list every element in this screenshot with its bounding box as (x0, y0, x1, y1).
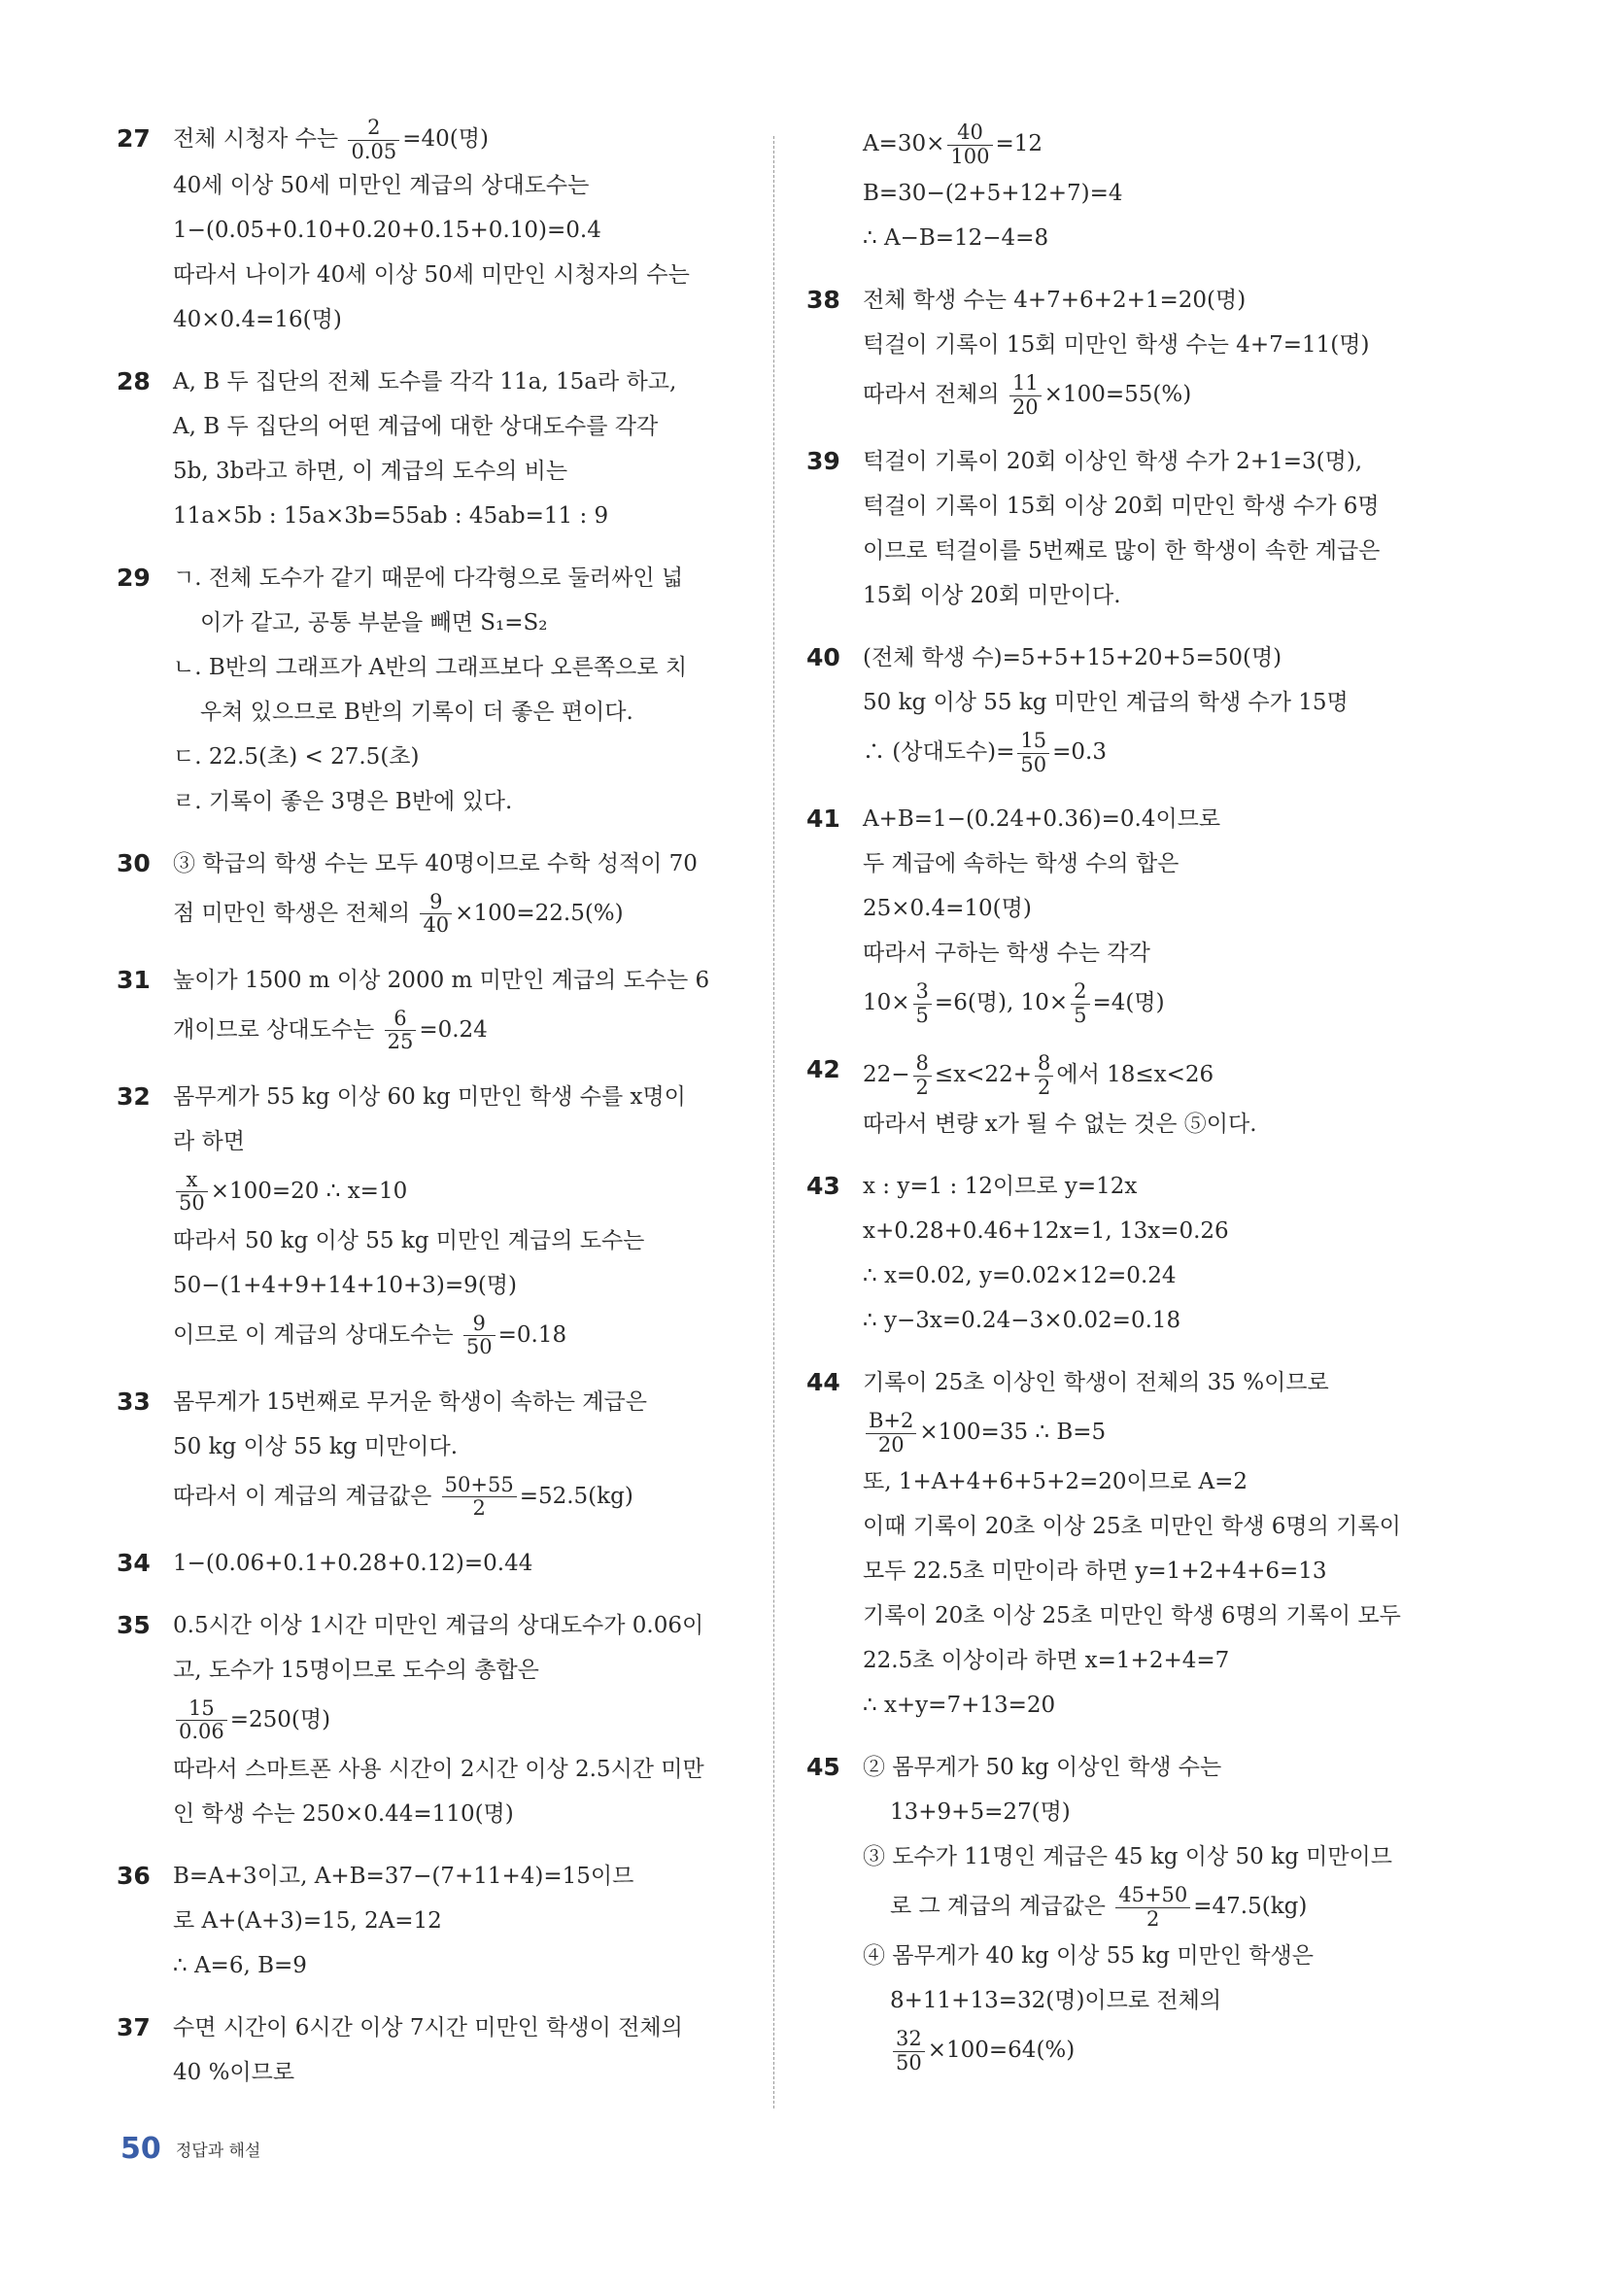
solution-line: 모두 22.5초 미만이라 하면 y=1+2+4+6=13 (863, 1559, 1327, 1584)
text: 따라서 전체의 (863, 382, 1007, 407)
denominator: 2 (1146, 1906, 1160, 1931)
solution-line: ㄴ. B반의 그래프가 A반의 그래프보다 오른쪽으로 치 (173, 654, 688, 680)
solution-line: 인 학생 수는 250×0.44=110(명) (173, 1800, 514, 1827)
fraction (420, 891, 452, 937)
problem-number: 34 (117, 1548, 151, 1577)
text: =0.24 (419, 1016, 488, 1043)
solution-line (863, 2023, 1428, 2077)
solution-line (863, 725, 1428, 779)
solution-line: ∴ A=6, B=9 (173, 1952, 307, 1978)
solution-line: 13+9+5=27(명) (890, 1799, 1071, 1825)
text: =40(명) (402, 126, 489, 152)
solution-line: 40 %이므로 (173, 2059, 295, 2085)
problem-number: 27 (117, 124, 151, 153)
denominator: 20 (1011, 394, 1039, 419)
problem-44 (806, 1360, 1428, 1728)
denominator: 50 (465, 1335, 493, 1359)
page-number: 50 (120, 2132, 161, 2166)
denominator: 40 (423, 913, 450, 938)
problem-30 (117, 841, 738, 941)
numerator: 2 (1071, 980, 1089, 1004)
solution-line: ∴ x+y=7+13=20 (863, 1693, 1056, 1718)
solution-line: 따라서 스마트폰 사용 시간이 2시간 이상 2.5시간 미만 (173, 1756, 704, 1782)
problem-29 (117, 556, 738, 824)
fraction (1115, 1884, 1190, 1930)
solution-line (863, 117, 1428, 171)
problem-35 (117, 1603, 738, 1836)
problem-number: 43 (806, 1172, 840, 1200)
text: =0.18 (497, 1321, 567, 1348)
solution-line: 40×0.4=16(명) (173, 306, 342, 332)
denominator: 0.05 (351, 139, 397, 163)
problem-36 (117, 1854, 738, 1988)
numerator: 50+55 (442, 1474, 517, 1497)
text: 로 그 계급의 계급값은 (890, 1894, 1113, 1919)
fraction (442, 1474, 517, 1520)
solution-line: x : y=1 : 12이므로 y=12x (863, 1174, 1138, 1199)
solution-line: 또, 1+A+4+6+5+2=20이므로 A=2 (863, 1469, 1248, 1494)
solution-line: 따라서 변량 x가 될 수 없는 것은 ⑤이다. (863, 1112, 1257, 1137)
solution-line (863, 1047, 1428, 1102)
solution-line: 두 계급에 속하는 학생 수의 합은 (863, 851, 1180, 876)
fraction (1017, 730, 1049, 775)
solution-line: 기록이 20초 이상 25초 미만인 학생 6명의 기록이 모두 (863, 1603, 1401, 1628)
text: =4(명) (1092, 990, 1165, 1015)
denominator: 5 (915, 1003, 929, 1027)
text: ×100=22.5(%) (455, 900, 624, 926)
numerator: 6 (385, 1008, 417, 1031)
text: 점 미만인 학생은 전체의 (173, 900, 418, 926)
solution-line: 50−(1+4+9+14+10+3)=9(명) (173, 1272, 517, 1298)
numerator: B+2 (866, 1410, 916, 1433)
problem-37 (117, 2005, 738, 2095)
solution-line: (전체 학생 수)=5+5+15+20+5=50(명) (863, 645, 1282, 670)
solution-line (173, 1308, 738, 1362)
fraction (913, 1052, 932, 1098)
solution-line: 5b, 3b라고 하면, 이 계급의 도수의 비는 (173, 458, 568, 484)
fraction (348, 117, 399, 162)
solution-line: A+B=1−(0.24+0.36)=0.4이므로 (863, 806, 1221, 832)
solution-line: ㄹ. 기록이 좋은 3명은 B반에 있다. (173, 788, 513, 814)
numerator: 8 (913, 1052, 932, 1076)
fraction (947, 121, 992, 167)
text: =6(명), 10× (934, 990, 1069, 1015)
solution-line: 따라서 나이가 40세 이상 50세 미만인 시청자의 수는 (173, 261, 690, 288)
solution-line: 50 kg 이상 55 kg 미만이다. (173, 1433, 459, 1459)
text: ×100=64(%) (927, 2038, 1076, 2063)
denominator: 50 (179, 1191, 205, 1216)
text: 10× (863, 990, 910, 1015)
problem-number: 31 (117, 965, 151, 994)
solution-line (863, 976, 1428, 1030)
solution-line: 따라서 50 kg 이상 55 kg 미만인 계급의 도수는 (173, 1227, 645, 1253)
fraction (1071, 980, 1089, 1026)
solution-line (863, 1405, 1428, 1459)
solution-line: 22.5초 이상이라 하면 x=1+2+4=7 (863, 1648, 1230, 1673)
solution-line: 50 kg 이상 55 kg 미만인 계급의 학생 수가 15명 (863, 690, 1349, 715)
text: =250(명) (229, 1706, 331, 1732)
problem-number: 35 (117, 1610, 151, 1639)
problem-27 (117, 117, 738, 342)
solution-line (173, 117, 738, 163)
problem-number: 30 (117, 848, 151, 877)
numerator: 2 (348, 117, 399, 140)
right-column (806, 117, 1428, 2095)
denominator: 50 (896, 2050, 922, 2074)
text: 따라서 이 계급의 계급값은 (173, 1483, 439, 1509)
solution-line: 25×0.4=10(명) (863, 896, 1032, 921)
text: =0.3 (1052, 739, 1107, 765)
problem-37-continued (806, 117, 1428, 260)
solution-line: ㄱ. 전체 도수가 같기 때문에 다각형으로 둘러싸인 넓 (173, 565, 684, 591)
text: ×100=55(%) (1043, 382, 1192, 407)
denominator: 2 (915, 1075, 929, 1099)
solution-line: 로 A+(A+3)=15, 2A=12 (173, 1907, 442, 1934)
problem-43 (806, 1164, 1428, 1343)
denominator: 100 (950, 144, 990, 168)
text: A=30× (863, 131, 945, 156)
denominator: 5 (1074, 1003, 1087, 1027)
fraction (1035, 1052, 1053, 1098)
numerator: 11 (1009, 372, 1042, 395)
problem-40 (806, 635, 1428, 779)
solution-line: ㄷ. 22.5(초) < 27.5(초) (173, 743, 420, 770)
problem-number: 38 (806, 286, 840, 314)
denominator: 20 (877, 1432, 905, 1456)
problem-33 (117, 1380, 738, 1524)
numerator: 8 (1035, 1052, 1053, 1076)
text: 22− (863, 1062, 910, 1087)
numerator: 32 (893, 2028, 925, 2051)
solution-line: B=A+3이고, A+B=37−(7+11+4)=15이므 (173, 1863, 634, 1889)
problem-number: 40 (806, 643, 840, 671)
text: 개이므로 상대도수는 (173, 1016, 382, 1043)
denominator: 50 (1020, 752, 1047, 776)
solution-line: 이가 같고, 공통 부분을 빼면 S₁=S₂ (200, 609, 548, 635)
problem-number: 32 (117, 1081, 151, 1111)
solution-line: x+0.28+0.46+12x=1, 13x=0.26 (863, 1218, 1229, 1244)
fraction (385, 1008, 417, 1053)
solution-line: ③ 도수가 11명인 계급은 45 kg 이상 50 kg 미만이므 (863, 1844, 1392, 1869)
problem-number: 39 (806, 447, 840, 475)
column-divider (773, 136, 774, 2108)
fraction (913, 980, 932, 1026)
denominator: 2 (1037, 1075, 1051, 1099)
solution-line (863, 367, 1428, 422)
solution-line: ∴ A−B=12−4=8 (863, 225, 1049, 251)
numerator: 9 (463, 1313, 496, 1336)
numerator: x (176, 1169, 208, 1192)
left-column (117, 117, 738, 2112)
solution-line: 높이가 1500 m 이상 2000 m 미만인 계급의 도수는 6 (173, 967, 710, 993)
numerator: 15 (176, 1697, 227, 1721)
page-label: 정답과 해설 (175, 2142, 261, 2161)
solution-line: 1−(0.05+0.10+0.20+0.15+0.10)=0.4 (173, 217, 601, 243)
solution-line: 몸무게가 15번째로 무거운 학생이 속하는 계급은 (173, 1388, 647, 1415)
problem-number: 37 (117, 2012, 151, 2041)
problem-number: 42 (806, 1055, 840, 1083)
problem-number: 29 (117, 563, 151, 592)
numerator: 3 (913, 980, 932, 1004)
solution-line: 따라서 구하는 학생 수는 각각 (863, 941, 1150, 966)
denominator: 25 (387, 1030, 414, 1054)
numerator: 15 (1017, 730, 1049, 753)
solution-line: 이때 기록이 20초 이상 25초 미만인 학생 6명의 기록이 (863, 1514, 1401, 1539)
problem-number: 33 (117, 1387, 151, 1416)
text: =47.5(kg) (1193, 1894, 1308, 1919)
solution-line: 40세 이상 50세 미만인 계급의 상대도수는 (173, 172, 590, 198)
denominator: 0.06 (179, 1720, 224, 1744)
text: 이므로 이 계급의 상대도수는 (173, 1321, 461, 1348)
solution-line: 턱걸이 기록이 15회 이상 20회 미만인 학생 수가 6명 (863, 494, 1380, 519)
text: ≤x<22+ (934, 1062, 1032, 1087)
problem-34 (117, 1541, 738, 1586)
text: ×100=35 ∴ B=5 (919, 1420, 1107, 1445)
solution-line: 수면 시간이 6시간 이상 7시간 미만인 학생이 전체의 (173, 2014, 683, 2040)
solution-line: ∴ x=0.02, y=0.02×12=0.24 (863, 1263, 1177, 1288)
problem-number: 45 (806, 1753, 840, 1781)
solution-line: 고, 도수가 15명이므로 도수의 총합은 (173, 1657, 539, 1683)
problem-38 (806, 278, 1428, 422)
solution-line: 8+11+13=32(명)이므로 전체의 (890, 1988, 1222, 2013)
solution-line: 전체 학생 수는 4+7+6+2+1=20(명) (863, 288, 1247, 313)
numerator: 40 (947, 121, 992, 145)
solution-line: ② 몸무게가 50 kg 이상인 학생 수는 (863, 1755, 1222, 1780)
problem-number: 41 (806, 805, 840, 833)
fraction (866, 1410, 916, 1456)
solution-line: 15회 이상 20회 미만이다. (863, 583, 1121, 608)
problem-39 (806, 439, 1428, 618)
text: =52.5(kg) (519, 1483, 633, 1509)
solution-line: ∴ y−3x=0.24−3×0.02=0.18 (863, 1308, 1181, 1333)
text: =12 (995, 131, 1043, 156)
solution-line: 라 하면 (173, 1128, 245, 1154)
problem-31 (117, 958, 738, 1057)
text: ∴ (상대도수)= (863, 739, 1015, 765)
solution-line: A, B 두 집단의 전체 도수를 각각 11a, 15a라 하고, (173, 368, 677, 394)
solution-line: 턱걸이 기록이 15회 미만인 학생 수는 4+7=11(명) (863, 332, 1370, 358)
problem-32 (117, 1075, 738, 1362)
denominator: 2 (472, 1496, 486, 1521)
problem-number: 36 (117, 1861, 151, 1890)
problem-45 (806, 1745, 1428, 2077)
text: 에서 18≤x<26 (1056, 1062, 1214, 1087)
solution-line (173, 1469, 738, 1524)
page-footer (120, 2132, 260, 2166)
fraction (176, 1697, 227, 1743)
solution-line: A, B 두 집단의 어떤 계급에 대한 상대도수를 각각 (173, 413, 659, 439)
solution-line: 우쳐 있으므로 B반의 기록이 더 좋은 편이다. (200, 699, 633, 725)
problem-41 (806, 797, 1428, 1030)
solution-line: 1−(0.06+0.1+0.28+0.12)=0.44 (173, 1550, 533, 1576)
solution-line (863, 1879, 1428, 1934)
solution-line (173, 886, 738, 941)
solution-line: B=30−(2+5+12+7)=4 (863, 181, 1123, 206)
solution-line: ③ 학급의 학생 수는 모두 40명이므로 수학 성적이 70 (173, 850, 698, 876)
problem-42 (806, 1047, 1428, 1147)
fraction (1009, 372, 1042, 418)
text: 전체 시청자 수는 (173, 126, 346, 152)
solution-line (173, 1164, 738, 1218)
solution-line: 이므로 턱걸이를 5번째로 많이 한 학생이 속한 계급은 (863, 538, 1381, 564)
solution-line: 몸무게가 55 kg 이상 60 kg 미만인 학생 수를 x명이 (173, 1083, 686, 1110)
solution-line (173, 1693, 738, 1747)
problem-28 (117, 360, 738, 538)
text: ×100=20 ∴ x=10 (210, 1178, 408, 1204)
fraction (463, 1313, 496, 1358)
solution-line: 11a×5b : 15a×3b=55ab : 45ab=11 : 9 (173, 502, 609, 529)
solution-line: ④ 몸무게가 40 kg 이상 55 kg 미만인 학생은 (863, 1943, 1314, 1969)
numerator: 9 (420, 891, 452, 914)
solution-line: 0.5시간 이상 1시간 미만인 계급의 상대도수가 0.06이 (173, 1612, 704, 1638)
numerator: 45+50 (1115, 1884, 1190, 1907)
fraction (893, 2028, 925, 2073)
problem-number: 44 (806, 1368, 840, 1396)
problem-number: 28 (117, 366, 151, 395)
solution-line: 기록이 25초 이상인 학생이 전체의 35 %이므로 (863, 1370, 1329, 1395)
fraction (176, 1169, 208, 1215)
solution-line (173, 1003, 738, 1057)
solution-line: 턱걸이 기록이 20회 이상인 학생 수가 2+1=3(명), (863, 449, 1363, 474)
